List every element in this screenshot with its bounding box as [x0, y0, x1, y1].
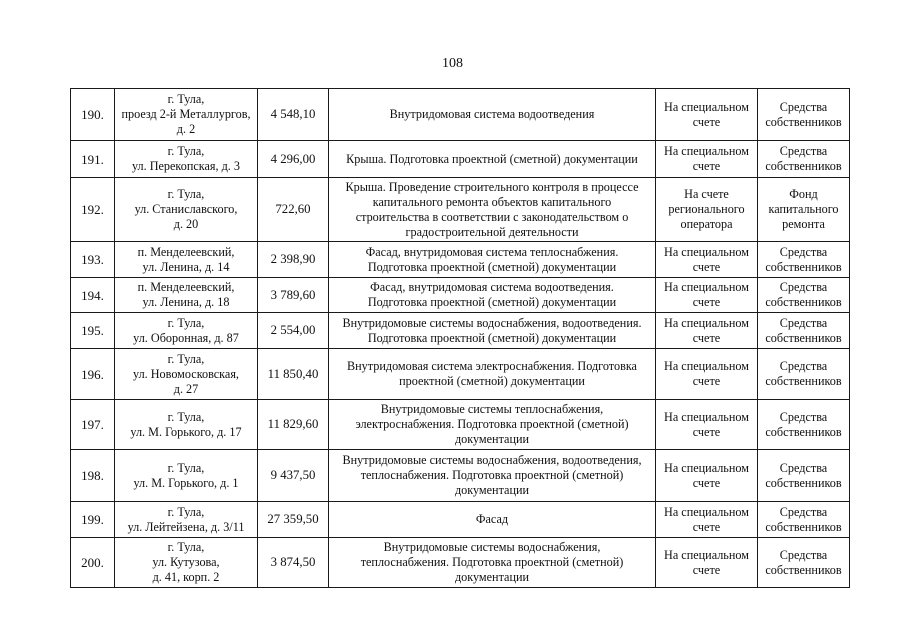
row-number: 198. [71, 450, 115, 502]
row-number: 197. [71, 400, 115, 450]
works-cell: Внутридомовые системы водоснабжения, водоотведения. Подготовка проектной (сметной) документации [329, 313, 656, 349]
cost-cell: 3 789,60 [258, 278, 329, 313]
source-cell: Фонд капитального ремонта [758, 178, 850, 242]
table-row [71, 349, 850, 400]
works-cell: Внутридомовые системы водоснабжения, водоотведения, теплоснабжения. Подготовка проектной (сметной) документации [329, 450, 656, 502]
cost-cell: 11 850,40 [258, 349, 329, 400]
source-cell: Средства собственников [758, 89, 850, 141]
account-cell: На специальном счете [656, 141, 758, 178]
page-number: 108 [442, 56, 463, 71]
cost-cell: 9 437,50 [258, 450, 329, 502]
address-cell: г. Тула, ул. Станиславского, д. 20 [115, 178, 258, 242]
row-number: 194. [71, 278, 115, 313]
row-number: 200. [71, 538, 115, 588]
works-cell: Внутридомовая система водоотведения [329, 89, 656, 141]
source-cell: Средства собственников [758, 349, 850, 400]
cost-cell: 722,60 [258, 178, 329, 242]
table-row [71, 141, 850, 178]
source-cell: Средства собственников [758, 538, 850, 588]
source-cell: Средства собственников [758, 502, 850, 538]
table-row [71, 178, 850, 242]
source-cell: Средства собственников [758, 400, 850, 450]
source-cell: Средства собственников [758, 242, 850, 278]
cost-cell: 2 554,00 [258, 313, 329, 349]
account-cell: На специальном счете [656, 89, 758, 141]
account-cell: На специальном счете [656, 502, 758, 538]
address-cell: г. Тула, ул. М. Горького, д. 1 [115, 450, 258, 502]
table-row [71, 278, 850, 313]
works-cell: Внутридомовая система электроснабжения. Подготовка проектной (сметной) документации [329, 349, 656, 400]
works-cell: Внутридомовые системы водоснабжения, теплоснабжения. Подготовка проектной (сметной) документации [329, 538, 656, 588]
address-cell: г. Тула, ул. Лейтейзена, д. 3/11 [115, 502, 258, 538]
table-row [71, 313, 850, 349]
works-cell: Крыша. Проведение строительного контроля в процессе капитального ремонта объектов капитального строительства в соответствии с законодательством о градостроительной деятельности [329, 178, 656, 242]
table-row [71, 502, 850, 538]
account-cell: На специальном счете [656, 349, 758, 400]
row-number: 195. [71, 313, 115, 349]
cost-cell: 2 398,90 [258, 242, 329, 278]
source-cell: Средства собственников [758, 278, 850, 313]
address-cell: г. Тула, ул. Кутузова, д. 41, корп. 2 [115, 538, 258, 588]
row-number: 191. [71, 141, 115, 178]
table-row [71, 242, 850, 278]
cost-cell: 27 359,50 [258, 502, 329, 538]
works-cell: Крыша. Подготовка проектной (сметной) документации [329, 141, 656, 178]
row-number: 199. [71, 502, 115, 538]
works-cell: Фасад [329, 502, 656, 538]
row-number: 193. [71, 242, 115, 278]
works-cell: Фасад, внутридомовая система водоотведения. Подготовка проектной (сметной) документации [329, 278, 656, 313]
source-cell: Средства собственников [758, 141, 850, 178]
address-cell: п. Менделеевский, ул. Ленина, д. 14 [115, 242, 258, 278]
table-row [71, 450, 850, 502]
source-cell: Средства собственников [758, 450, 850, 502]
row-number: 192. [71, 178, 115, 242]
address-cell: г. Тула, ул. Перекопская, д. 3 [115, 141, 258, 178]
works-cell: Внутридомовые системы теплоснабжения, электроснабжения. Подготовка проектной (сметной) документации [329, 400, 656, 450]
address-cell: г. Тула, ул. Новомосковская, д. 27 [115, 349, 258, 400]
address-cell: г. Тула, ул. М. Горького, д. 17 [115, 400, 258, 450]
cost-cell: 4 548,10 [258, 89, 329, 141]
account-cell: На специальном счете [656, 313, 758, 349]
cost-cell: 3 874,50 [258, 538, 329, 588]
account-cell: На специальном счете [656, 400, 758, 450]
address-cell: г. Тула, проезд 2-й Металлургов, д. 2 [115, 89, 258, 141]
table-row [71, 538, 850, 588]
source-cell: Средства собственников [758, 313, 850, 349]
row-number: 196. [71, 349, 115, 400]
table-row [71, 400, 850, 450]
account-cell: На счете регионального оператора [656, 178, 758, 242]
cost-cell: 4 296,00 [258, 141, 329, 178]
address-cell: г. Тула, ул. Оборонная, д. 87 [115, 313, 258, 349]
account-cell: На специальном счете [656, 242, 758, 278]
works-cell: Фасад, внутридомовая система теплоснабжения. Подготовка проектной (сметной) документации [329, 242, 656, 278]
table-row [71, 89, 850, 141]
account-cell: На специальном счете [656, 450, 758, 502]
row-number: 190. [71, 89, 115, 141]
cost-cell: 11 829,60 [258, 400, 329, 450]
address-cell: п. Менделеевский, ул. Ленина, д. 18 [115, 278, 258, 313]
account-cell: На специальном счете [656, 538, 758, 588]
repair-table [70, 88, 850, 588]
account-cell: На специальном счете [656, 278, 758, 313]
